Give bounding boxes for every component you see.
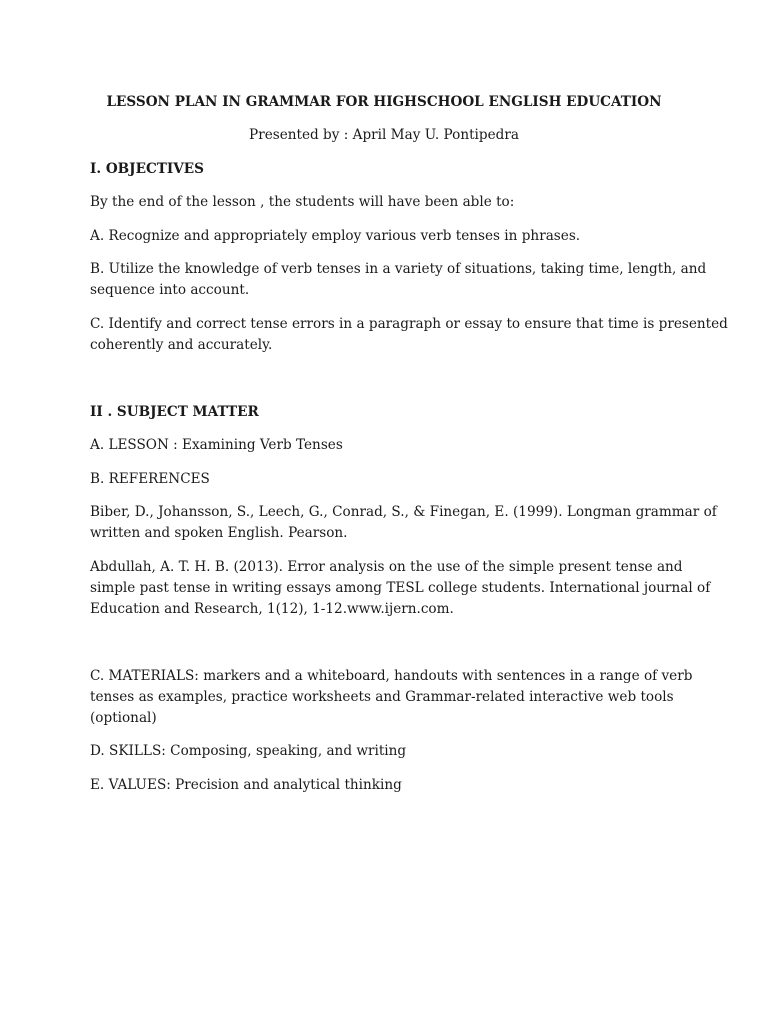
reference-2-line-1: Abdullah, A. T. H. B. (2013). Error analysis on the use of the simple present tense and [90, 559, 683, 575]
presenter-line: Presented by : April May U. Pontipedra [249, 127, 519, 143]
reference-1-line-2: written and spoken English. Pearson. [90, 525, 348, 541]
references-heading: B. REFERENCES [90, 471, 210, 487]
subject-matter-heading: II . SUBJECT MATTER [90, 404, 259, 420]
objective-b-line-2: sequence into account. [90, 282, 250, 298]
reference-2-line-2: simple past tense in writing essays among TESL college students. International journal of [90, 580, 711, 596]
objectives-intro: By the end of the lesson , the students will have been able to: [90, 194, 515, 210]
objective-b-line-1: B. Utilize the knowledge of verb tenses in a variety of situations, taking time, length, and [90, 261, 707, 277]
reference-1-line-1: Biber, D., Johansson, S., Leech, G., Conrad, S., & Finegan, E. (1999). Longman grammar of [90, 504, 717, 520]
materials-line-3: (optional) [90, 710, 157, 726]
lesson-line: A. LESSON : Examining Verb Tenses [90, 437, 343, 453]
values-line: E. VALUES: Precision and analytical thinking [90, 777, 402, 793]
objective-c-line-1: C. Identify and correct tense errors in a paragraph or essay to ensure that time is presented [90, 316, 728, 332]
objectives-heading: I. OBJECTIVES [90, 161, 204, 177]
document-title: LESSON PLAN IN GRAMMAR FOR HIGHSCHOOL ENGLISH EDUCATION [106, 94, 662, 110]
reference-2-line-3: Education and Research, 1(12), 1-12.www.ijern.com. [90, 601, 454, 617]
materials-line-1: C. MATERIALS: markers and a whiteboard, handouts with sentences in a range of verb [90, 668, 693, 684]
objective-a: A. Recognize and appropriately employ various verb tenses in phrases. [90, 228, 581, 244]
objective-c-line-2: coherently and accurately. [90, 337, 273, 353]
skills-line: D. SKILLS: Composing, speaking, and writing [90, 743, 407, 759]
materials-line-2: tenses as examples, practice worksheets and Grammar-related interactive web tools [90, 689, 674, 705]
